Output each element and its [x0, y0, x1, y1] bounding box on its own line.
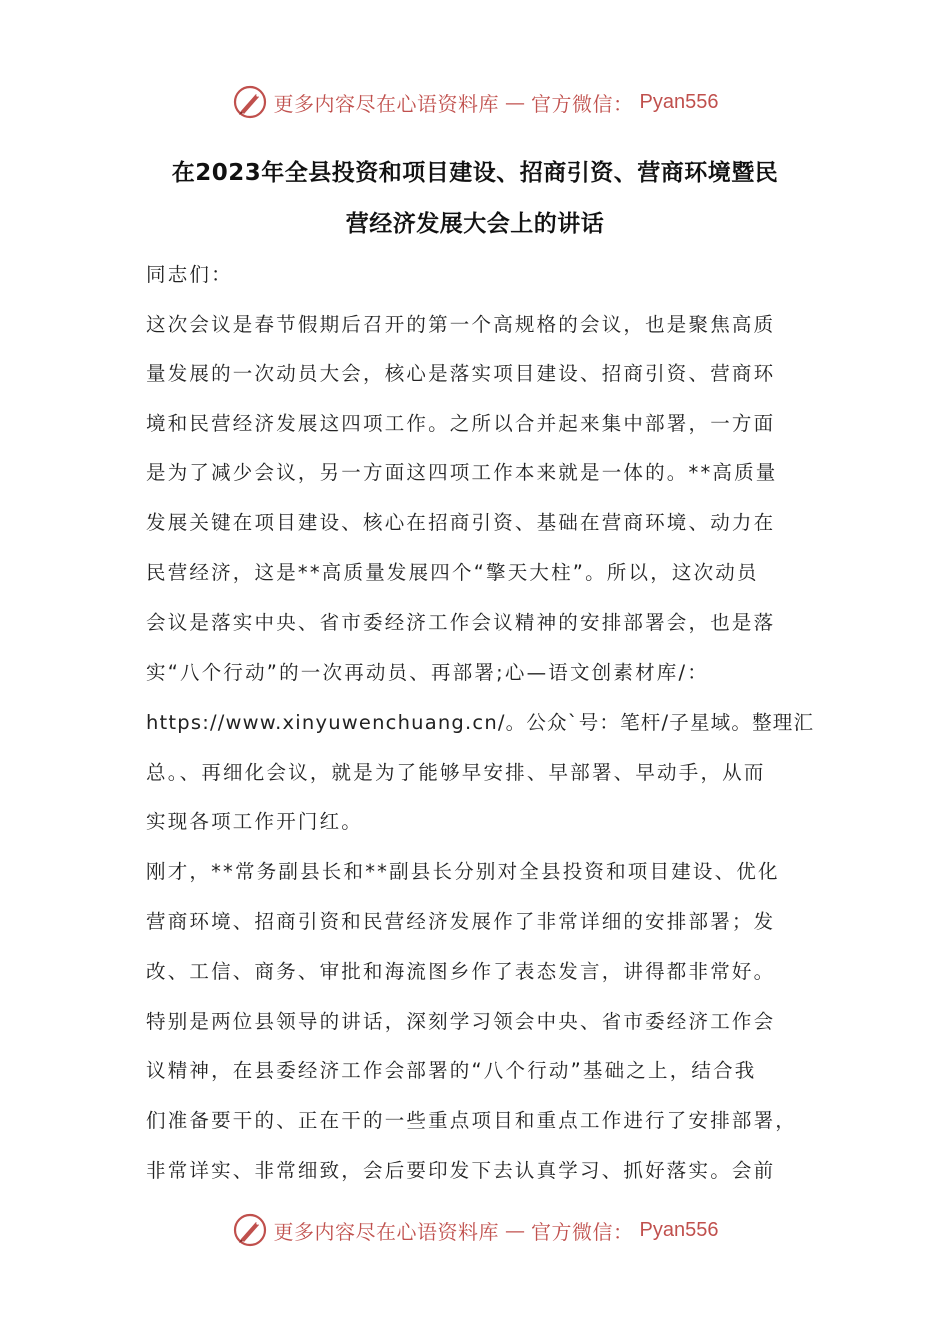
- body-line: 实“八个行动”的一次再动员、再部署;心—语文创素材库/：: [146, 661, 709, 684]
- body-line: 议精神，在县委经济工作会部署的“八个行动”基础之上，结合我: [146, 1059, 757, 1082]
- body-line: 发展关键在项目建设、核心在招商引资、基础在营商环境、动力在: [146, 511, 776, 534]
- banner-wechat-id: Pyan556: [639, 90, 719, 113]
- body-line: https://www.xinyuwenchuang.cn/。公众`号：笔杆/子星域。整理汇: [146, 711, 815, 734]
- body-line: 民营经济，这是**高质量发展四个“擎天大柱”。所以，这次动员: [146, 561, 759, 584]
- body-line: 非常详实、非常细致，会后要印发下去认真学习、抓好落实。会前: [146, 1159, 776, 1182]
- document-title-line-1: 在2023年全县投资和项目建设、招商引资、营商环境暨民: [171, 160, 779, 186]
- banner-wechat-id: Pyan556: [639, 1218, 719, 1241]
- body-line: 量发展的一次动员大会，核心是落实项目建设、招商引资、营商环: [146, 362, 776, 385]
- footer-banner: [0, 1210, 950, 1250]
- banner-text: 更多内容尽在心语资料库: [273, 1219, 500, 1244]
- body-line: 会议是落实中央、省市委经济工作会议精神的安排部署会，也是落: [146, 611, 776, 634]
- pen-logo-icon: [232, 84, 268, 120]
- body-line: 实现各项工作开门红。: [146, 810, 364, 833]
- salutation: 同志们：: [146, 263, 233, 286]
- body-line: 境和民营经济发展这四项工作。之所以合并起来集中部署，一方面: [146, 412, 776, 435]
- body-line: 总。、再细化会议，就是为了能够早安排、早部署、早动手，从而: [146, 761, 766, 784]
- body-line: 刚才，**常务副县长和**副县长分别对全县投资和项目建设、优化: [146, 860, 780, 883]
- pen-logo-icon: [232, 1212, 268, 1248]
- banner-wechat-label: 官方微信：: [531, 1219, 634, 1244]
- body-line: 特别是两位县领导的讲话，深刻学习领会中央、省市委经济工作会: [146, 1010, 776, 1033]
- banner-wechat-label: 官方微信：: [531, 91, 634, 116]
- document-title-line-2: 营经济发展大会上的讲话: [345, 211, 605, 237]
- banner-separator: —: [505, 1218, 526, 1242]
- header-banner: [0, 82, 950, 122]
- body-line: 营商环境、招商引资和民营经济发展作了非常详细的安排部署；发: [146, 910, 776, 933]
- body-line: 这次会议是春节假期后召开的第一个高规格的会议，也是聚焦高质: [146, 313, 776, 336]
- banner-separator: —: [505, 90, 526, 114]
- body-line: 是为了减少会议，另一方面这四项工作本来就是一体的。**高质量: [146, 461, 778, 484]
- body-line: 改、工信、商务、审批和海流图乡作了表态发言，讲得都非常好。: [146, 960, 776, 983]
- body-line: 们准备要干的、正在干的一些重点项目和重点工作进行了安排部署，: [146, 1109, 798, 1132]
- banner-text: 更多内容尽在心语资料库: [273, 91, 500, 116]
